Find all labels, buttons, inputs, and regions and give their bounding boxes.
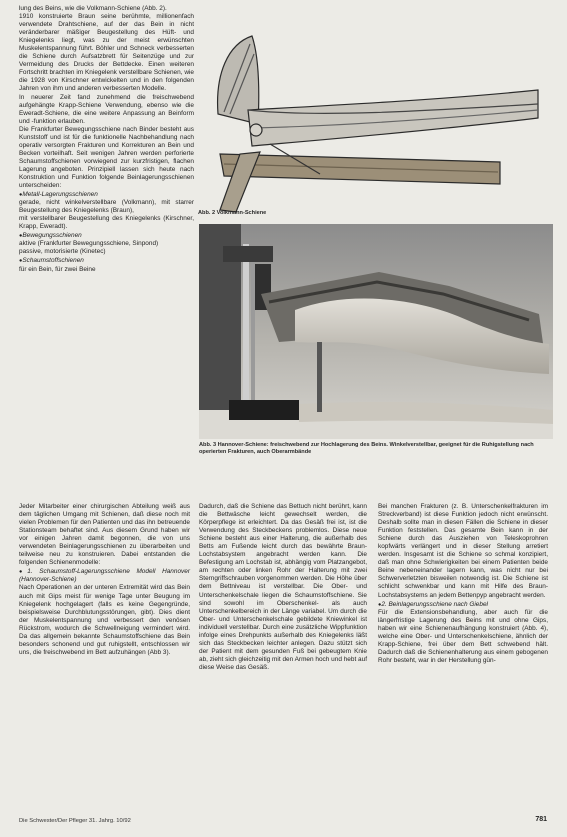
paragraph: gerade, nicht winkelverstellbare (Volkmann), mit starrer Beugestellung des Kniegelenks (Braun), — [19, 199, 194, 215]
lower-column-3 — [378, 503, 548, 665]
page-number: 781 — [535, 816, 547, 823]
figure-2-caption: Abb. 2 Volkmann-Schiene — [198, 210, 267, 216]
figure-hannover-splint-photo — [199, 224, 553, 439]
paragraph: Für die Extensionsbehandlung, aber auch für die längerfristige Lagerung des Beins mit und ohne Gips, haben wir eine Schienenaufhängung konstruiert (Abb. 4), welche eine Ober- und Unterschenkelschiene, ähnlich der Krapp-Schiene, frei über dem Bett schwebend hält. Dadurch daß die Schienenhalterung aus einem gebogenen Rohr besteht, war in der Herstellung gün- — [378, 608, 548, 664]
section-heading: ● Bewegungsschienen — [19, 232, 194, 240]
lower-column-2 — [199, 503, 367, 672]
paragraph: passive, motorisierte (Kinetec) — [19, 248, 106, 256]
section-heading: ● 2. Beinlagerungsschiene nach Giebel — [378, 601, 548, 609]
paragraph: lung des Beins, wie die Volkmann-Schiene (Abb. 2). — [19, 5, 167, 12]
paragraph: 1910 konstruierte Braun seine berühmte, millionenfach verwendete Drahtschiene, auf der das Bein in nicht veränderbarer mäßiger Beugestellung des Hüft- und Kniegelenks liegt, was zu der meist erwünschten Muskelentspannung führt. Böhler und Schneck verbesserten die Schiene durch Aufsatzbrett für Seitenzüge und zur Vermeidung des Drucks der Bettdecke. Einen weiteren Fortschritt brachten im Kniegelenk verstellbare Schienen, wie die 1928 von Kirschner entwickelten und in den folgenden Jahren von ihm und anderen verbesserten Modelle. — [19, 13, 194, 93]
section-heading: ● Metall-Lagerungsschienen — [19, 191, 194, 199]
paragraph: In neuerer Zeit fand zunehmend die freischwebend aufgehängte Krapp-Schiene Verwendung, ebenso wie die Eweradt-Schiene, die eine weitere Anpassung an Beinform und -funktion erlauben. — [19, 93, 194, 125]
paragraph: Bei manchen Frakturen (z. B. Unterschenkelfrakturen im Streckverband) ist diese Funktion jedoch nicht erwünscht. Deshalb sollte man in diesen Fällen die Schiene in dieser Funktion feststellen. Das gesamte Bein kann in der Schiene durch das Ausziehen von Teleskoprohren kopfwärts verlängert und in dieser Stellung arretiert werden. Insgesamt ist die Schiene so schmal konzipiert, daß man ohne Schwierigkeiten bei einem Patienten beide Beine nebeneinander lagern kann, was nicht nur bei Schwerverletzten bisweilen notwendig ist. Die Schiene ist schlicht schwenkbar und kann mit Hilfe des Braun-Lochstabsystems an jedem Bettenpyp angebracht werden. — [378, 503, 548, 599]
paragraph: Dadurch, daß die Schiene das Bettuch nicht berührt, kann die Bettwäsche leicht gewechselt werden, die Körperpflege ist erleichtert. Da das Gesäß frei ist, ist die Verwendung des Steckbeckens problemlos. Diese neue Schiene besteht aus einer Halterung, die außerhalb des Betts am Fußende leicht durch das bewährte Braun-Lochstabsystem angebracht werden kann. Die Befestigung am Lochstab ist, abhängig vom Platzangebot, am rechten oder linken Rohr der Halterung mit zwei Sterngriffschrauben vorgenommen werden. Die Höhe über dem Bettniveau ist verstellbar. Die Ober- und Unterschenkelschale liegen die Schaumstoffschiene. Sie sind sowohl im Oberschenkel- als auch Unterschenkelbereich in der Länge variabel. Um durch die Ober- und Unterschenkelschale gebildete Kniewinkel ist individuell verstellbar. Durch eine zusätzliche Wippfunktion infolge eines Drehpunkts außerhalb des Kniegelenks läßt sich das Steckbecken leichter anlegen. Dazu stützt sich der Patient mit dem gesunden Fuß bei gebeugtem Knie ab, zieht sich gleichzeitig mit den Armen hoch und hebt auf diese Weise das Gesäß. — [199, 503, 367, 671]
lower-column-1 — [19, 503, 190, 657]
section-heading: ● Schaumstoffschienen — [19, 257, 194, 265]
paragraph: mit verstellbarer Beugestellung des Kniegelenks (Kirschner, Krapp, Eweradt). — [19, 215, 194, 231]
section-heading: ● 1. Schaumstoff-Lagerungsschiene Modell Hannover (Hannover-Schiene) — [19, 568, 190, 584]
paragraph: für ein Bein, für zwei Beine — [19, 265, 96, 273]
left-column-text — [19, 5, 194, 274]
paragraph: Nach Operationen an der unteren Extremität wird das Bein auch mit Gips meist für wenige Tage unter Beugung im Kniegelenk hochgelagert (falls es keine Gegengründe, beispielsweise Durchblutungsstörungen, gibt). Dies dient der Muskelentspannung und verbessert den venösen Rückstrom, wodurch die Schwellneigung vermindert wird. Da das allgemein bekannte Schaumstoffschiene das Bein besonders schonend und gut ruhigstellt, entschlossen wir uns, die freischwebend im Bett aufzuhängen (Abb 3). — [19, 584, 190, 656]
figure-volkmann-splint — [200, 14, 540, 214]
paragraph: Die Frankfurter Bewegungsschiene nach Binder besteht aus Kunststoff und ist für die funktionelle Nachbehandlung nach operativ versorgten Frakturen und Korrekturen an Bein und Becken vorteilhaft. Seit wenigen Jahren werden perforierte Schaumstoffschienen vorwiegend zur kurzfristigen, flachen Lagerung angeboten. Prinzipiell lassen sich heute nach Konstruktion und Funktion folgende Beinlagerungsschienen unterscheiden: — [19, 125, 194, 190]
paragraph: aktive (Frankfurter Bewegungsschiene, Sinpond) — [19, 240, 159, 248]
journal-footer: Die Schwester/Der Pfleger 31. Jahrg. 10/92 — [19, 818, 131, 824]
paragraph: Jeder Mitarbeiter einer chirurgischen Abteilung weiß aus dem täglichen Umgang mit Schienen, daß diese noch mit vielen Problemen für den Patienten und das ihn betreuende Stationsteam behaftet sind. Aus diesem Grund haben wir vor einigen Jahren damit begonnen, die von uns verwendeten Beinlagerungsschienen zu überarbeiten und teilweise neu zu konstruieren. Dabei entstanden die folgenden Schienenmodelle: — [19, 503, 190, 567]
figure-3-caption: Abb. 3 Hannover-Schiene: freischwebend zur Hochlagerung des Beins. Winkelverstellbar, geeignet für die Ruhigstellung nach operierten Frakturen, auch Oberarmbände — [199, 442, 534, 456]
